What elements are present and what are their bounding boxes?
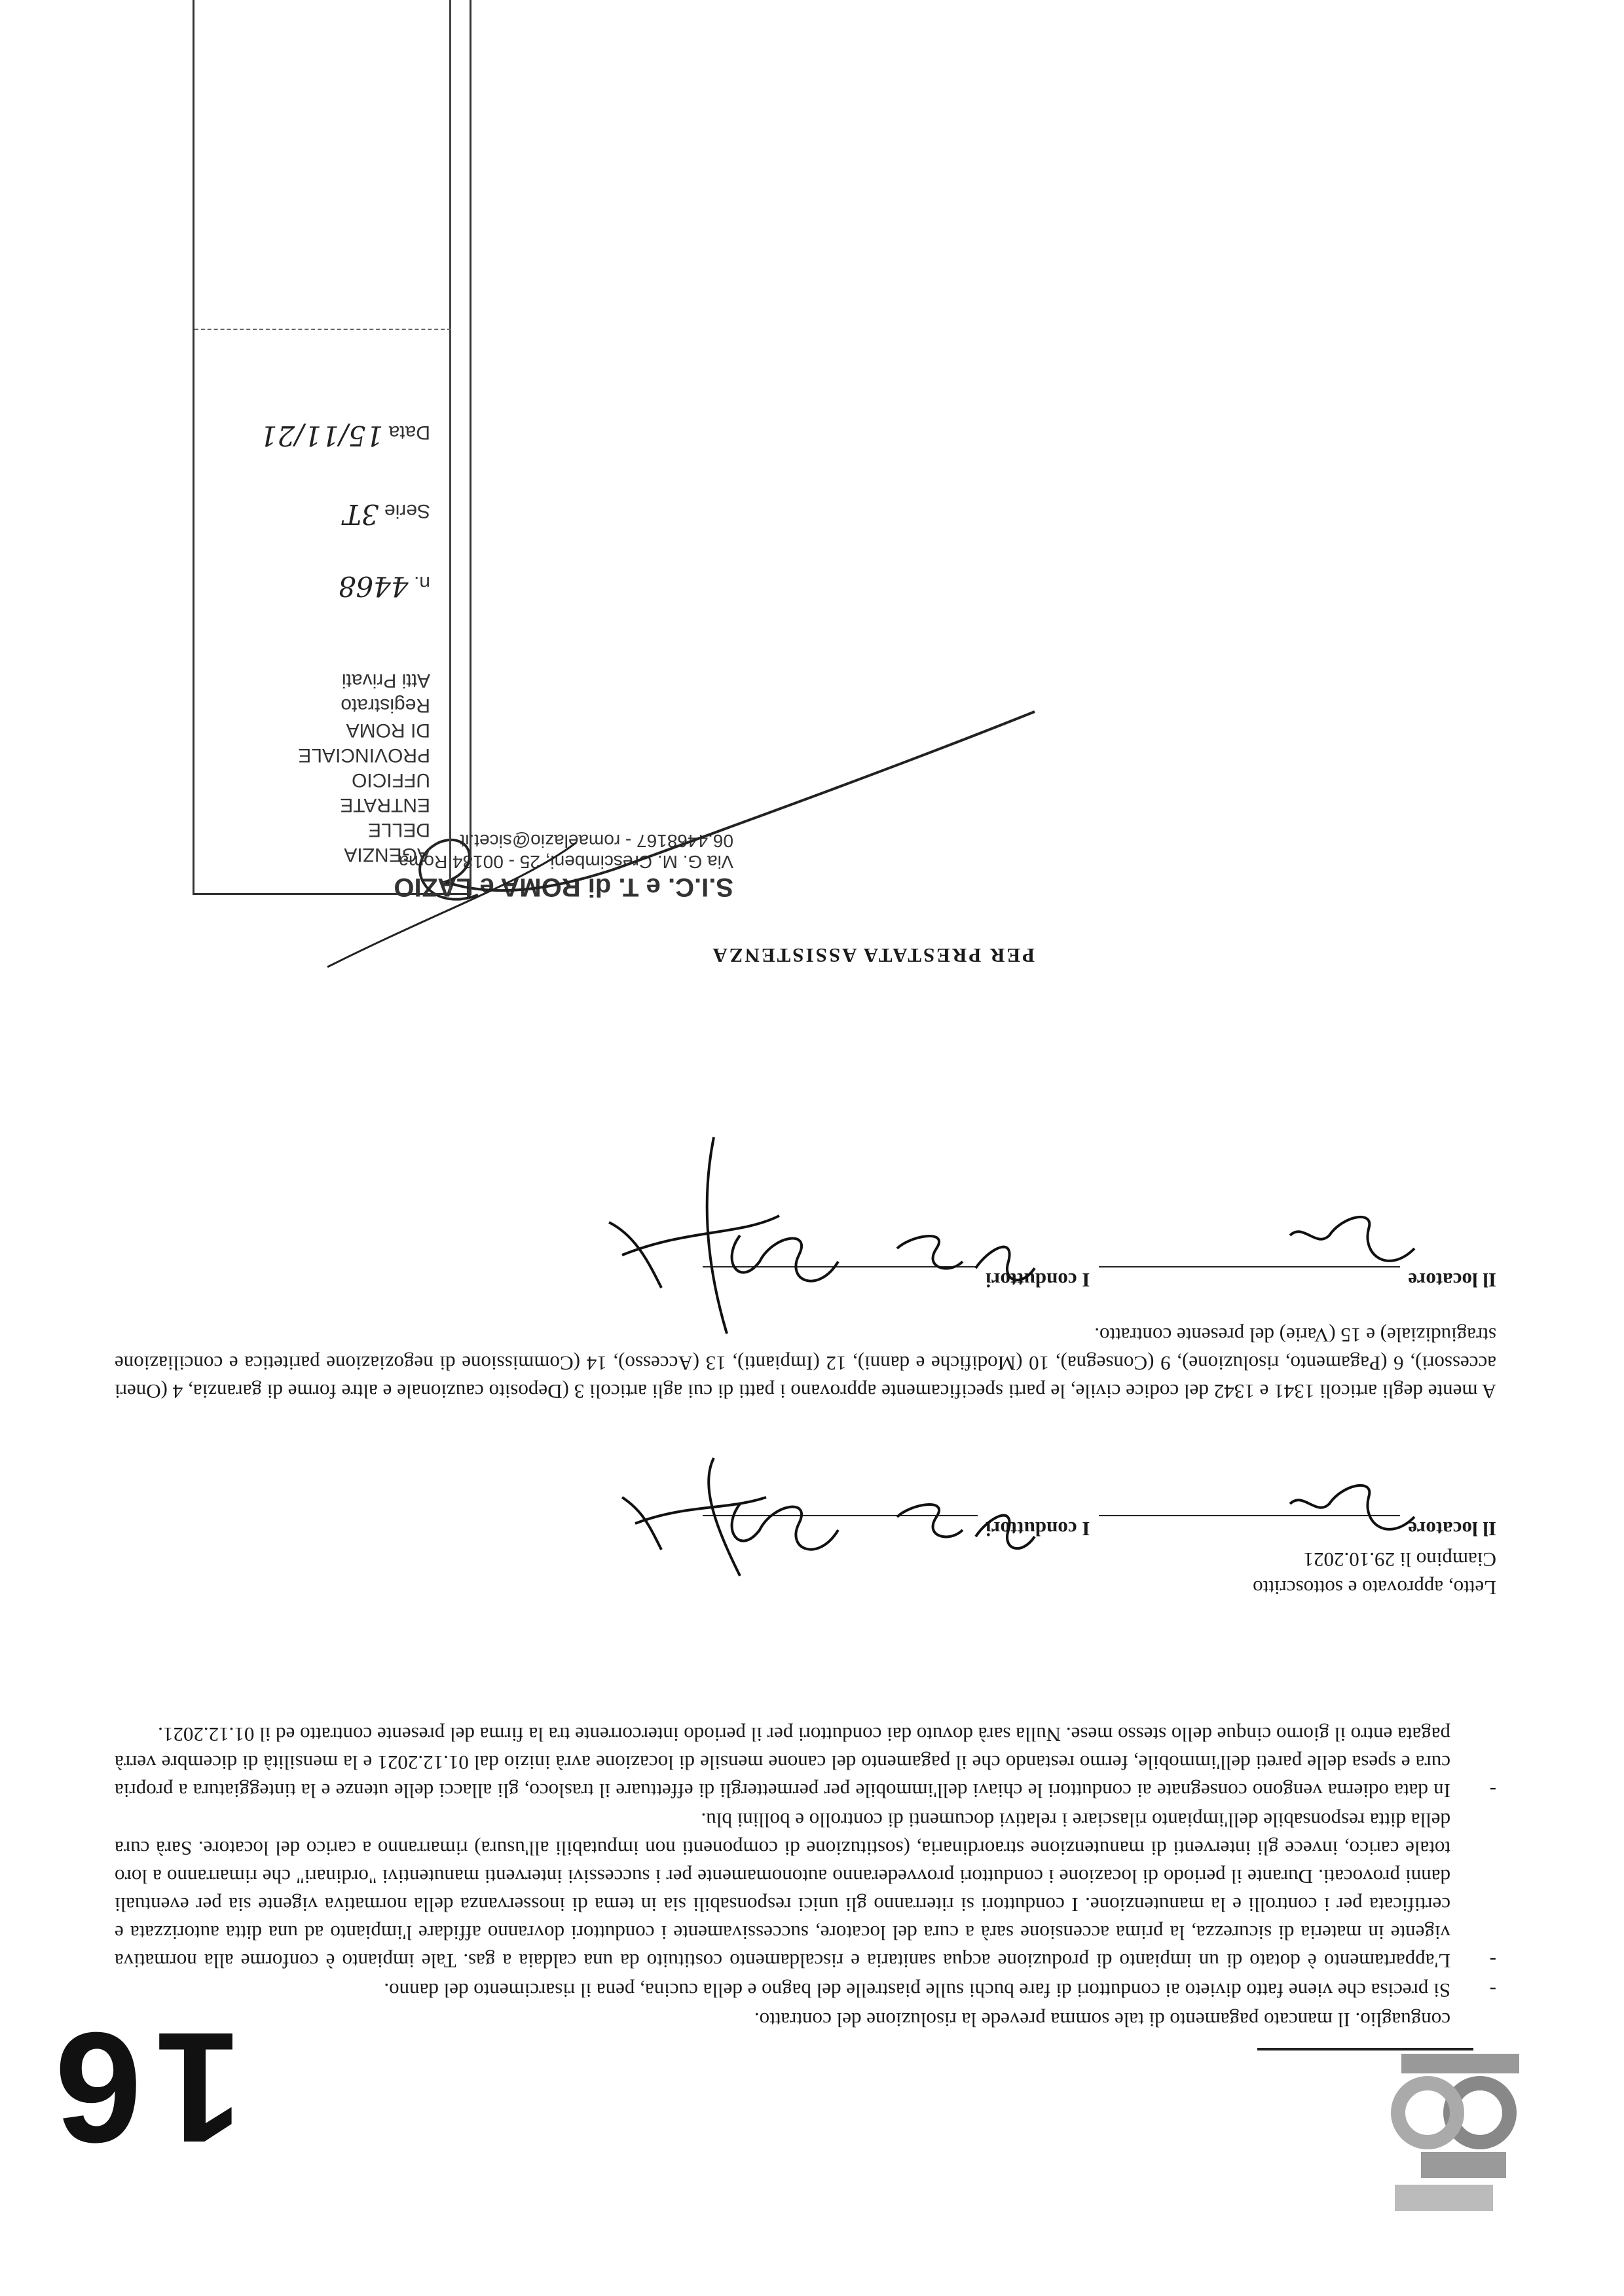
registration-number [338, 570, 430, 602]
agency-line: PROVINCIALE [298, 744, 430, 766]
conduttori-label: I conduttori [986, 1518, 1090, 1540]
stamp-address: Via G. M. Crescimbeni, 25 - 00184 Roma [398, 852, 733, 872]
agency-heading [298, 668, 430, 867]
registration-serie [342, 498, 430, 530]
serie-label: Serie [384, 500, 430, 522]
handwritten-signatures-2 [511, 1131, 1428, 1347]
contract-body [115, 1719, 1496, 2034]
agency-line: Registrato [341, 695, 430, 716]
agency-line: Atti Privati [341, 670, 430, 691]
stamp-divider [194, 329, 451, 330]
approval-line: Letto, approvato e sottoscritto [1253, 1576, 1496, 1599]
agency-line: DELLE [367, 819, 430, 841]
clause-text: In data odierna vengono consegnate ai conduttori le chiavi dell'immobile per permettergli di effettuare il trasloco, gli allacci delle utenze e la tinteggiatura a propria cura e spesa delle pareti dell'immobile, fermo restando che il pagamento del canone mensile di locazione avrà inizio dal 01.12.2021 e la mensilità di dicembre verrà pagata entro il giorno cinque dello stesso mese. Nulla sarà dovuto dai conduttori per il periodo intercorrente tra la firma del presente contratto ed il 01.12.2021. [115, 1723, 1450, 1802]
agency-line: ENTRATE [340, 794, 430, 816]
serie-value: 3T [342, 498, 379, 530]
registration-date [259, 420, 430, 452]
agency-line: AGENZIA [344, 844, 430, 866]
approval-date: Ciampino li 29.10.2021 [1303, 1548, 1496, 1571]
agency-line: DI ROMA [346, 720, 430, 741]
conduttori-label: I conduttori [986, 1269, 1090, 1292]
clause-keys: - In data odierna vengono consegnate ai conduttori le chiavi dell'immobile per permettergli di effettuare il trasloco, gli allacci delle utenze e la tinteggiatura a propria cura e spesa delle pareti dell'immobile, fermo restando che il pagamento del canone mensile di locazione avrà inizio dal 01.12.2021 e la mensilità di dicembre verrà pagata entro il giorno cinque dello stesso mese. Nulla sarà dovuto dai conduttori per il periodo intercorrente tra la firma del presente contratto ed il 01.12.2021. [115, 1723, 1496, 1802]
date-label: Data [388, 422, 430, 443]
agency-line: UFFICIO [352, 769, 430, 791]
clause-text: L'appartamento è dotato di un impianto di produzione acqua sanitaria e riscaldamento costituito da una caldaia a gas. Tale impianto è conforme alla normativa vigente in materia di sicurezza, la prima accensione sarà a cura del locatore, successivamente i conduttori dovranno affidare l'impianto ad una ditta autorizzata e certificata per i controlli e la manutenzione. I conduttori si riterranno gli unici responsabili sia in tema di inosservanza della normativa vigente sia per eventuali danni provocati. Durante il periodo di locazione i conduttori provvederanno autonomamente per i successivi interventi manutentivi "ordinari" che rimarranno a loro totale carico, invece gli interventi di manutenzione straordinaria, (sostituzione di componenti non imputabili all'usura) rimarranno a carico del locatore. Sarà cura della ditta responsabile dell'impianto rilasciare i relativi documenti di controllo e bollini blu. [115, 1809, 1450, 1973]
date-value: 15/11/21 [259, 420, 384, 452]
stamp-contact: 06.4468167 - romaelazio@sicet.it [460, 831, 733, 851]
clauses-text: A mente degli articoli 1341 e 1342 del codice civile, le parti specificamente approvano i patti di cui agli articoli 3 (Deposito cauzionale e altre forme di garanzia, 4 (Oneri accessori), 6 (Pagamento, risoluzione), 9 (Consegna), 10 (Modifiche e danni), 12 (Impianti), 13 (Accesso), 14 (Commissione di negoziazione paritetica e conciliazione stragiudiziale) e 15 (Varie) del presente contratto. [115, 1324, 1496, 1403]
stamp-gutter [449, 0, 470, 893]
agency-registration-stamp [193, 0, 471, 895]
continuation-text: conguaglio. Il mancato pagamento di tale somma prevede la risoluzione del contratto. [754, 2009, 1450, 2032]
locatore-label: Il locatore [1408, 1518, 1496, 1540]
number-label: n. [413, 572, 430, 594]
stamp-name: S.I.C. e T. di ROMA e LAZIO [394, 873, 733, 902]
clause-text: Si precisa che viene fatto divieto ai conduttori di fare buchi sulle piastrelle del bagno e della cucina, pena il risarcimento del danno. [384, 1979, 1450, 2002]
logo-rule [1257, 2048, 1473, 2050]
page-number: 16 [41, 2000, 242, 2176]
number-value: 4468 [338, 570, 409, 602]
assistance-title: PER PRESTATA ASSISTENZA [710, 944, 1035, 967]
clause-boiler: - L'appartamento è dotato di un impianto di produzione acqua sanitaria e riscaldamento costituito da una caldaia a gas. Tale impianto è conforme alla normativa vigente in materia di sicurezza, la prima accensione sarà a cura del locatore, successivamente i conduttori dovranno affidare l'impianto ad una ditta autorizzata e certificata per i controlli e la manutenzione. I conduttori si riterranno gli unici responsabili sia in tema di inosservanza della normativa vigente sia per eventuali danni provocati. Durante il periodo di locazione i conduttori provvederanno autonomamente per i successivi interventi manutentivi "ordinari" che rimarranno a loro totale carico, invece gli interventi di manutenzione straordinaria, (sostituzione di componenti non imputabili all'usura) rimarranno a carico del locatore. Sarà cura della ditta responsabile dell'impianto rilasciare i relativi documenti di controllo e bollini blu. [115, 1809, 1496, 1973]
sicet-logo [1382, 2047, 1532, 2217]
locatore-label: Il locatore [1408, 1269, 1496, 1292]
handwritten-signatures-1 [511, 1445, 1428, 1615]
clause-tiles: - Si precisa che viene fatto divieto ai conduttori di fare buchi sulle piastrelle del bagno e della cucina, pena il risarcimento del danno. [384, 1979, 1496, 2002]
